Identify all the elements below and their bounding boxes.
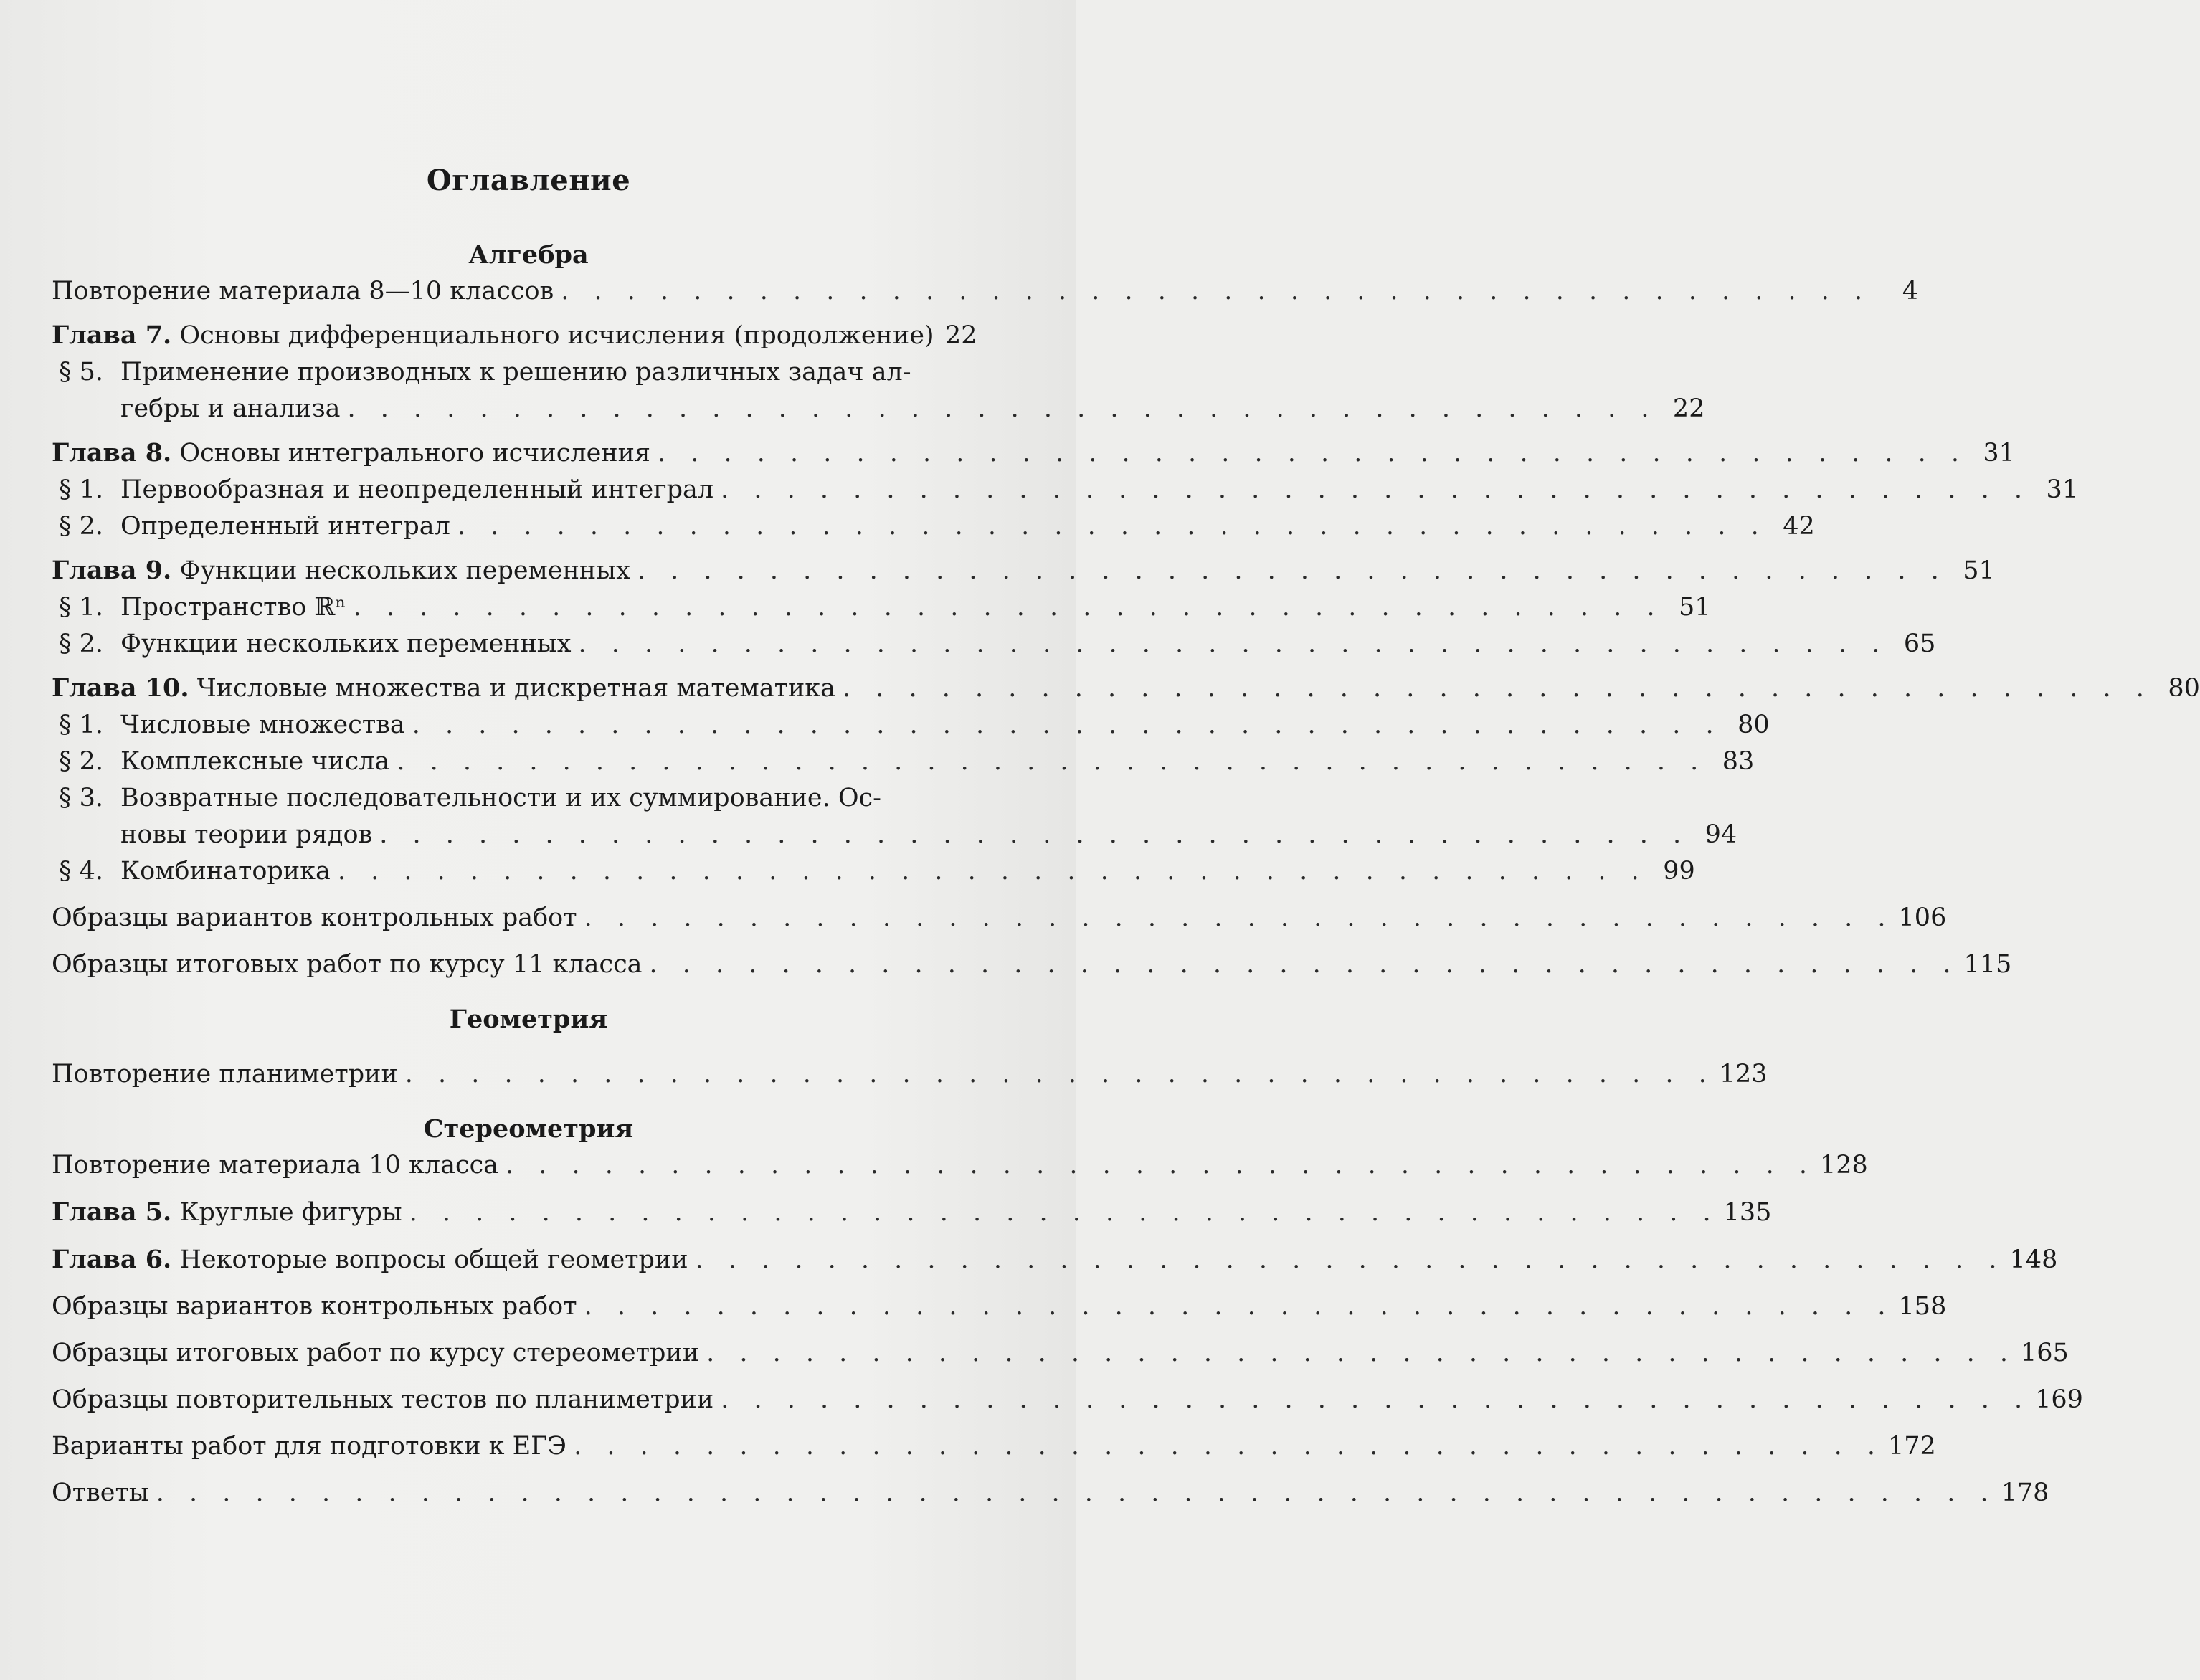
entry-page: 165	[2020, 1339, 2069, 1367]
entry-page: 31	[2046, 475, 2079, 504]
section-number: § 1.	[59, 711, 104, 739]
chapter-number: Глава 10.	[52, 673, 189, 703]
entry-label: Числовые множества и дискретная математика	[196, 674, 836, 703]
entry-page: 42	[1783, 512, 1815, 541]
entry-label: Повторение планиметрии	[52, 1060, 398, 1088]
section-title-geometry: Геометрия	[449, 1005, 608, 1034]
section-number: § 2.	[59, 747, 104, 776]
entry-page: 22	[1672, 394, 1705, 423]
section-number: § 2.	[59, 630, 104, 658]
entry-page: 4	[1902, 277, 1919, 305]
entry-page: 115	[1963, 950, 2012, 979]
entry-label: Первообразная и неопределенный интеграл	[120, 475, 714, 504]
entry-label: Пространство ℝⁿ	[120, 593, 346, 622]
toc-entry	[52, 1475, 2049, 1511]
toc-entry	[52, 900, 1947, 936]
leader-dots: . . . . . . . . . . . . . . . . . . . . . . . . . . . . . . . . . . . . . . . .	[637, 556, 1948, 585]
entry-label: Некоторые вопросы общей геометрии	[179, 1245, 688, 1274]
entry-page: 31	[1983, 439, 2015, 468]
entry-label: Основы дифференциального исчисления (продолжение)	[179, 321, 934, 350]
entry-label: Образцы вариантов контрольных работ	[52, 903, 577, 932]
leader-dots: . . . . . . . . . . . . . . . . . . . . . . . . . . . . . . . . . . . . . . . .	[721, 475, 2031, 504]
leader-dots: . . . . . . . . . . . . . . . . . . . . . . . . . . . . . . . . . . . . . . . .	[379, 820, 1690, 849]
section-number: § 1.	[59, 475, 104, 504]
leader-dots: . . . . . . . . . . . . . . . . . . . . . . . . . . . . . . . . . . . . . . . .	[397, 747, 1707, 776]
toc-entry	[52, 707, 1770, 744]
section-number: § 4.	[59, 857, 104, 886]
section-number: § 5.	[59, 358, 104, 386]
entry-page: 158	[1898, 1292, 1947, 1321]
entry-page: 80	[1737, 711, 1770, 739]
leader-dots: . . . . . . . . . . . . . . . . . . . . . . . . . . . . . . . . . . . . . . . .	[561, 277, 1872, 305]
chapter-number: Глава 9.	[52, 556, 172, 585]
toc-entry	[52, 273, 1919, 310]
entry-label: Повторение материала 10 класса	[52, 1151, 499, 1180]
section-title-stereometry: Стереометрия	[423, 1114, 634, 1144]
chapter-number: Глава 6.	[52, 1245, 172, 1274]
leader-dots: . . . . . . . . . . . . . . . . . . . . . . . . . . . . . . . . . . . . . . . .	[706, 1339, 2016, 1367]
entry-page: 22	[945, 321, 977, 350]
toc-chapter	[52, 1194, 1772, 1231]
toc-entry	[52, 472, 2079, 508]
entry-label: Комбинаторика	[120, 857, 331, 886]
page-title: Оглавление	[426, 163, 631, 197]
entry-page: 123	[1719, 1060, 1768, 1088]
entry-label: Круглые фигуры	[179, 1198, 402, 1227]
section-number: § 1.	[59, 593, 104, 622]
toc-chapter	[52, 317, 977, 354]
leader-dots: . . . . . . . . . . . . . . . . . . . . . . . . . . . . . . . . . . . . . . . .	[347, 394, 1658, 423]
toc-entry	[52, 589, 1711, 626]
entry-label: Повторение материала 8—10 классов	[52, 277, 554, 305]
leader-dots: . . . . . . . . . . . . . . . . . . . . . . . . . . . . . . . . . . . . . . . .	[412, 711, 1722, 739]
entry-label: Функции нескольких переменных	[179, 556, 630, 585]
entry-label-line1: Возвратные последовательности и их суммирование. Ос-	[120, 784, 881, 812]
leader-dots: . . . . . . . . . . . . . . . . . . . . . . . . . . . . . . . . . . . . . . . .	[337, 857, 1648, 886]
leader-dots: . . . . . . . . . . . . . . . . . . . . . . . . . . . . . . . . . . . . . . . .	[506, 1151, 1816, 1180]
toc-entry	[52, 1428, 1936, 1465]
entry-page: 80	[2168, 674, 2200, 703]
entry-label: Ответы	[52, 1479, 149, 1507]
toc-entry	[52, 354, 1705, 427]
toc-chapter	[52, 670, 2200, 707]
leader-dots: . . . . . . . . . . . . . . . . . . . . . . . . . . . . . . . . . . . . . . . .	[721, 1385, 2031, 1414]
toc-entry	[52, 946, 2012, 983]
chapter-number: Глава 8.	[52, 438, 172, 468]
toc-entry	[52, 1056, 1768, 1093]
entry-label: Числовые множества	[120, 711, 405, 739]
leader-dots: . . . . . . . . . . . . . . . . . . . . . . . . . . . . . . . . . . . . . . . .	[404, 1060, 1715, 1088]
entry-label: Комплексные числа	[120, 747, 390, 776]
entry-page: 178	[2001, 1479, 2049, 1507]
entry-page: 51	[1963, 556, 1995, 585]
entry-label: Варианты работ для подготовки к ЕГЭ	[52, 1432, 567, 1461]
toc-entry	[52, 1382, 2083, 1418]
leader-dots: . . . . . . . . . . . . . . . . . . . . . . . . . . . . . . . . . . . . . . . .	[409, 1198, 1720, 1227]
entry-page: 51	[1679, 593, 1711, 622]
chapter-number: Глава 7.	[52, 321, 172, 350]
entry-label: Основы интегрального исчисления	[179, 439, 651, 468]
toc-entry	[52, 853, 1695, 890]
section-number: § 3.	[59, 784, 104, 812]
entry-label-line1: Применение производных к решению различных задач ал-	[120, 358, 911, 386]
entry-label-line2: гебры и анализа	[120, 394, 341, 423]
toc-entry	[52, 1147, 1868, 1184]
entry-page: 99	[1663, 857, 1695, 886]
entry-label-line2: новы теории рядов	[120, 820, 373, 849]
leader-dots: . . . . . . . . . . . . . . . . . . . . . . . . . . . . . . . . . . . . . . . .	[649, 950, 1960, 979]
entry-label: Функции нескольких переменных	[120, 630, 572, 658]
section-number: § 2.	[59, 512, 104, 541]
toc-entry	[52, 744, 1755, 780]
entry-label: Образцы итоговых работ по курсу стереометрии	[52, 1339, 700, 1367]
chapter-number: Глава 5.	[52, 1197, 172, 1227]
leader-dots: . . . . . . . . . . . . . . . . . . . . . . . . . . . . . . . . . . . . . . . .	[584, 1292, 1895, 1321]
section-title-algebra: Алгебра	[468, 240, 589, 270]
toc-chapter	[52, 1241, 2058, 1278]
leader-dots: . . . . . . . . . . . . . . . . . . . . . . . . . . . . . . . . . . . . . . . .	[578, 630, 1889, 658]
toc-entry	[52, 1335, 2069, 1372]
leader-dots: . . . . . . . . . . . . . . . . . . . . . . . . . . . . . . . . . . . . . . . .	[695, 1245, 2006, 1274]
entry-page: 128	[1819, 1151, 1868, 1180]
toc-entry	[52, 1289, 1947, 1325]
entry-label: Образцы вариантов контрольных работ	[52, 1292, 577, 1321]
entry-page: 106	[1898, 903, 1947, 932]
entry-page: 135	[1723, 1198, 1772, 1227]
leader-dots: . . . . . . . . . . . . . . . . . . . . . . . . . . . . . . . . . . . . . . . .	[584, 903, 1895, 932]
table-of-contents	[52, 163, 2200, 1511]
toc-entry	[52, 780, 1737, 853]
leader-dots: . . . . . . . . . . . . . . . . . . . . . . . . . . . . . . . . . . . . . . . . . . . . . . . . . . . . . . . .	[156, 1479, 1997, 1507]
entry-page: 169	[2035, 1385, 2083, 1414]
entry-label: Определенный интеграл	[120, 512, 450, 541]
entry-page: 148	[2009, 1245, 2058, 1274]
leader-dots: . . . . . . . . . . . . . . . . . . . . . . . . . . . . . . . . . . . . . . . .	[574, 1432, 1884, 1461]
leader-dots: . . . . . . . . . . . . . . . . . . . . . . . . . . . . . . . . . . . . . . . .	[843, 674, 2153, 703]
toc-chapter	[52, 435, 2015, 472]
leader-dots: . . . . . . . . . . . . . . . . . . . . . . . . . . . . . . . . . . . . . . . .	[457, 512, 1768, 541]
entry-label: Образцы итоговых работ по курсу 11 класса	[52, 950, 643, 979]
leader-dots: . . . . . . . . . . . . . . . . . . . . . . . . . . . . . . . . . . . . . . . .	[353, 593, 1664, 622]
entry-page: 65	[1903, 630, 1936, 658]
entry-page: 83	[1722, 747, 1755, 776]
entry-page: 172	[1888, 1432, 1936, 1461]
entry-label: Образцы повторительных тестов по планиметрии	[52, 1385, 714, 1414]
leader-dots: . . . . . . . . . . . . . . . . . . . . . . . . . . . . . . . . . . . . . . . .	[658, 439, 1968, 468]
toc-entry	[52, 508, 1815, 545]
entry-page: 94	[1704, 820, 1737, 849]
toc-chapter	[52, 552, 1995, 589]
toc-entry	[52, 626, 1936, 663]
